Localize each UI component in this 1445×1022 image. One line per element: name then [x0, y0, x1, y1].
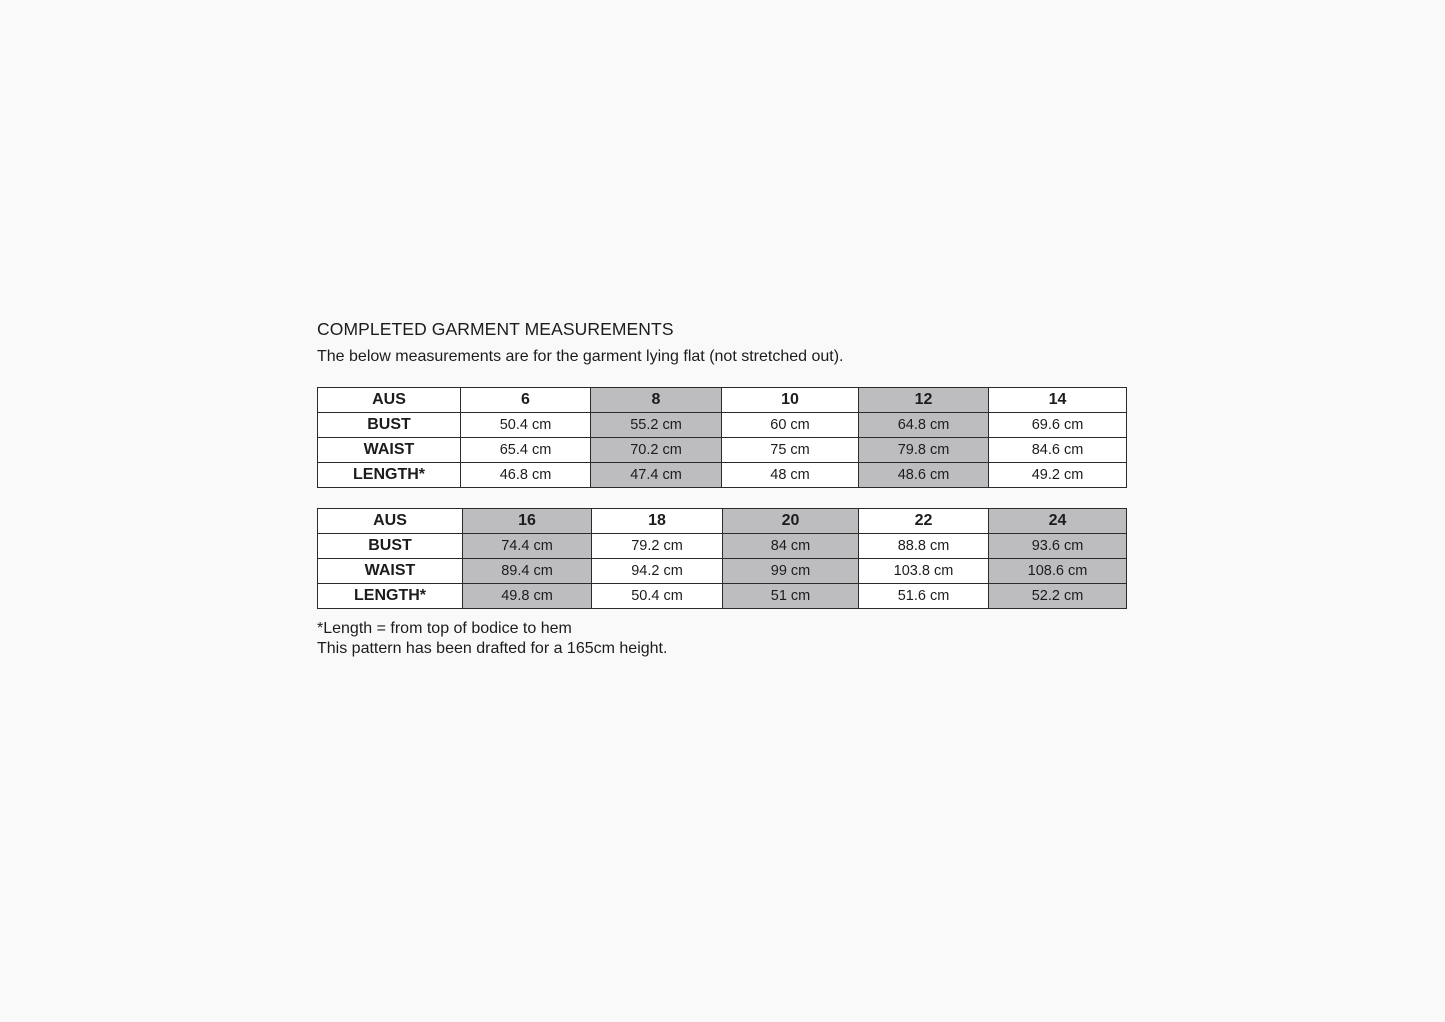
- size-header: 10: [722, 388, 859, 413]
- table-cell: 69.6 cm: [989, 413, 1127, 438]
- footnote-length: *Length = from top of bodice to hem: [317, 620, 572, 637]
- table-cell: 52.2 cm: [989, 584, 1127, 609]
- table-cell: 60 cm: [722, 413, 859, 438]
- size-header: 14: [989, 388, 1127, 413]
- table-cell: 89.4 cm: [463, 559, 592, 584]
- table-cell: 79.8 cm: [859, 438, 989, 463]
- table-cell: 84 cm: [723, 534, 859, 559]
- table-cell: 88.8 cm: [859, 534, 989, 559]
- table-cell: 47.4 cm: [591, 463, 722, 488]
- table-cell: 75 cm: [722, 438, 859, 463]
- size-header: 20: [723, 509, 859, 534]
- page-title: COMPLETED GARMENT MEASUREMENTS: [317, 319, 674, 339]
- footnotes: [317, 619, 1126, 659]
- size-header: 6: [461, 388, 591, 413]
- size-header: 22: [859, 509, 989, 534]
- footnote-height: This pattern has been drafted for a 165cm height.: [317, 640, 668, 657]
- row-label: BUST: [318, 534, 463, 559]
- size-table-1: [317, 387, 1127, 488]
- table-cell: 65.4 cm: [461, 438, 591, 463]
- size-header: 8: [591, 388, 722, 413]
- size-header: 24: [989, 509, 1127, 534]
- size-header: 16: [463, 509, 592, 534]
- table-cell: 79.2 cm: [592, 534, 723, 559]
- table-cell: 84.6 cm: [989, 438, 1127, 463]
- size-header: 12: [859, 388, 989, 413]
- table-cell: 48 cm: [722, 463, 859, 488]
- table-cell: 64.8 cm: [859, 413, 989, 438]
- table-cell: 94.2 cm: [592, 559, 723, 584]
- row-label: WAIST: [318, 438, 461, 463]
- table-cell: 50.4 cm: [592, 584, 723, 609]
- table-cell: 50.4 cm: [461, 413, 591, 438]
- table-header-row: [318, 388, 1127, 413]
- table-row-length: [318, 463, 1127, 488]
- table-cell: 93.6 cm: [989, 534, 1127, 559]
- table-cell: 49.8 cm: [463, 584, 592, 609]
- table-cell: 55.2 cm: [591, 413, 722, 438]
- table-cell: 51.6 cm: [859, 584, 989, 609]
- table-cell: 103.8 cm: [859, 559, 989, 584]
- table-row-waist: [318, 559, 1127, 584]
- table-cell: 74.4 cm: [463, 534, 592, 559]
- table-cell: 108.6 cm: [989, 559, 1127, 584]
- row-label: BUST: [318, 413, 461, 438]
- table-cell: 46.8 cm: [461, 463, 591, 488]
- size-header: 18: [592, 509, 723, 534]
- measurements-section: [317, 318, 1126, 659]
- page-subtitle: The below measurements are for the garment lying flat (not stretched out).: [317, 348, 844, 365]
- table-header-row: [318, 509, 1127, 534]
- table-cell: 70.2 cm: [591, 438, 722, 463]
- row-label: LENGTH*: [318, 463, 461, 488]
- row-label: LENGTH*: [318, 584, 463, 609]
- table-cell: 49.2 cm: [989, 463, 1127, 488]
- table-row-waist: [318, 438, 1127, 463]
- table-cell: 51 cm: [723, 584, 859, 609]
- table-cell: 48.6 cm: [859, 463, 989, 488]
- table-row-bust: [318, 413, 1127, 438]
- header-label: AUS: [318, 509, 463, 534]
- table-row-length: [318, 584, 1127, 609]
- table-row-bust: [318, 534, 1127, 559]
- header-label: AUS: [318, 388, 461, 413]
- size-table-2: [317, 508, 1127, 609]
- table-cell: 99 cm: [723, 559, 859, 584]
- row-label: WAIST: [318, 559, 463, 584]
